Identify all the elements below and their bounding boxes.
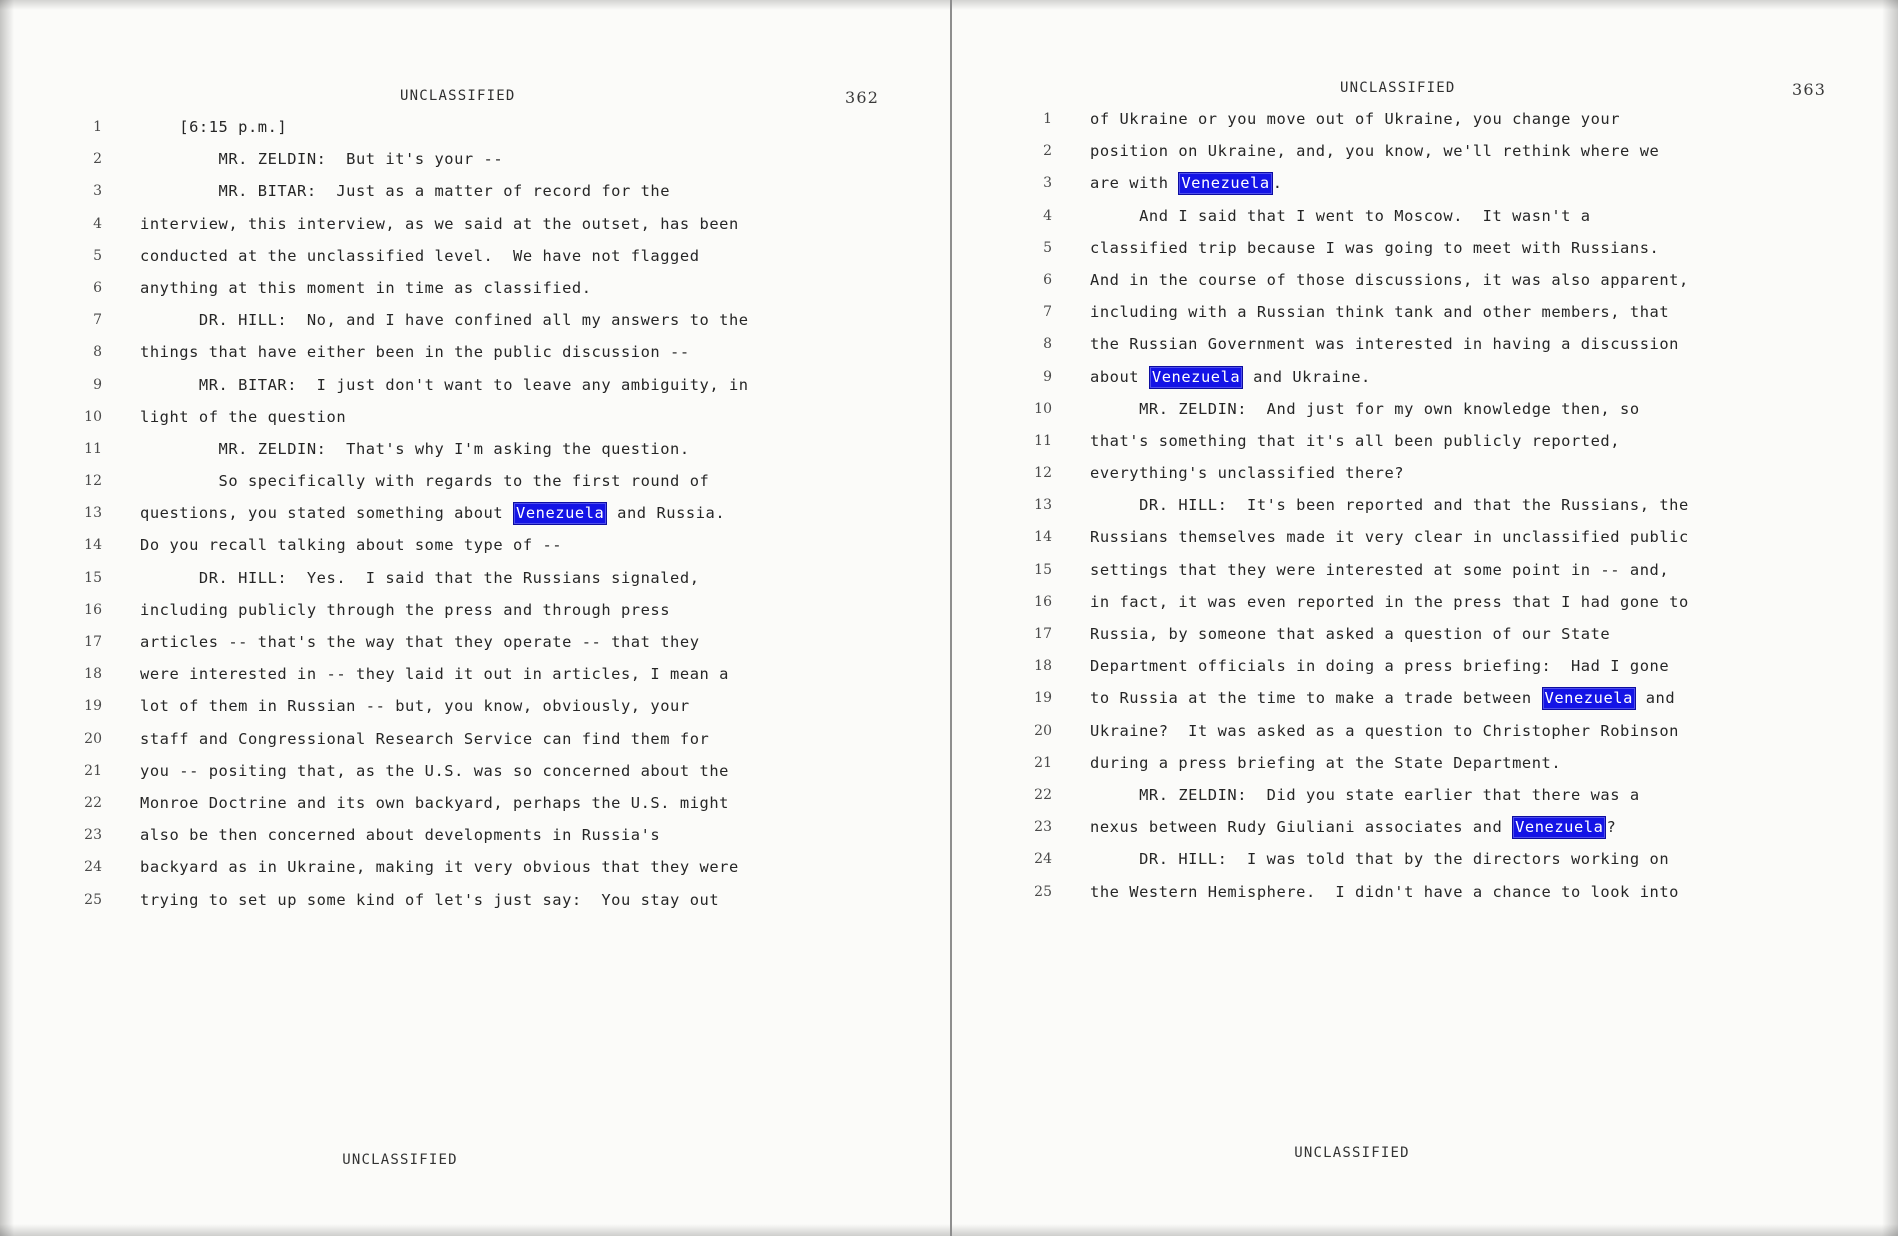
transcript-body-right xyxy=(1034,108,1898,913)
transcript-line-text xyxy=(140,856,739,876)
transcript-line xyxy=(1034,462,1898,494)
text-run: you -- positing that, as the U.S. was so concerned about the xyxy=(140,761,729,780)
line-number: 8 xyxy=(93,344,102,361)
text-run: DR. HILL: Yes. I said that the Russians signaled, xyxy=(140,568,700,587)
search-highlight[interactable]: Venezuela xyxy=(1512,816,1606,839)
transcript-line xyxy=(84,856,950,888)
text-run: and Russia. xyxy=(607,504,726,523)
search-highlight[interactable]: Venezuela xyxy=(1542,687,1636,710)
transcript-line xyxy=(84,663,950,695)
line-number: 20 xyxy=(1034,722,1052,739)
transcript-line xyxy=(1034,720,1898,752)
text-run: lot of them in Russian -- but, you know, obviously, your xyxy=(140,697,690,716)
classification-footer: UNCLASSIFIED xyxy=(1294,1145,1410,1161)
text-run: that's something that it's all been publicly reported, xyxy=(1090,431,1621,450)
transcript-line-text xyxy=(1090,752,1561,772)
search-highlight[interactable]: Venezuela xyxy=(513,502,607,525)
transcript-line xyxy=(1043,172,1898,204)
transcript-line-text xyxy=(1090,269,1689,289)
line-number: 11 xyxy=(1034,432,1052,449)
transcript-line-text xyxy=(140,889,719,909)
transcript-line xyxy=(84,406,950,438)
transcript-line-text xyxy=(1090,559,1669,579)
transcript-line xyxy=(93,245,950,277)
line-number: 16 xyxy=(1034,593,1052,610)
line-number: 13 xyxy=(84,505,102,522)
page-edge-shadow xyxy=(0,0,14,1236)
line-number: 24 xyxy=(1034,851,1052,868)
line-number: 10 xyxy=(1034,400,1052,417)
text-run: position on Ukraine, and, you know, we'll rethink where we xyxy=(1090,142,1660,161)
transcript-line xyxy=(93,309,950,341)
page-edge-top xyxy=(0,0,950,10)
line-number: 9 xyxy=(1043,368,1052,385)
line-number: 17 xyxy=(84,634,102,650)
text-run: backyard as in Ukraine, making it very obvious that they were xyxy=(140,858,739,877)
text-run: Monroe Doctrine and its own backyard, perhaps the U.S. might xyxy=(140,793,729,812)
line-number: 21 xyxy=(1034,754,1052,771)
transcript-line xyxy=(1034,784,1898,816)
line-number: 14 xyxy=(84,537,102,554)
text-run: things that have either been in the public discussion -- xyxy=(140,343,690,362)
transcript-line xyxy=(84,534,950,566)
text-run: MR. ZELDIN: And just for my own knowledge then, so xyxy=(1090,399,1640,418)
line-number: 3 xyxy=(93,183,102,200)
transcript-line xyxy=(84,792,950,824)
line-number: 2 xyxy=(1043,143,1052,160)
transcript-line-text xyxy=(1090,526,1689,546)
page-number: 363 xyxy=(1792,80,1827,99)
line-number: 13 xyxy=(1034,497,1052,514)
transcript-line-text xyxy=(140,599,670,619)
transcript-line xyxy=(1034,494,1898,526)
page-edge-bottom xyxy=(0,1224,950,1236)
text-run: are with xyxy=(1090,174,1179,193)
transcript-line xyxy=(93,341,950,373)
page-header-left xyxy=(0,88,950,108)
transcript-line xyxy=(1034,881,1898,913)
text-run: And in the course of those discussions, it was also apparent, xyxy=(1090,270,1689,289)
line-number: 18 xyxy=(84,666,102,683)
text-run: And I said that I went to Moscow. It wasn't a xyxy=(1090,206,1591,225)
transcript-line-text xyxy=(140,470,709,490)
line-number: 15 xyxy=(84,569,102,586)
line-number: 18 xyxy=(1034,658,1052,675)
transcript-line-text xyxy=(140,309,749,329)
transcript-line-text xyxy=(1090,301,1669,321)
transcript-line xyxy=(1043,108,1898,140)
transcript-line xyxy=(1043,366,1898,398)
page-edge-top xyxy=(952,0,1898,10)
line-number: 6 xyxy=(1043,271,1052,288)
transcript-line-text xyxy=(140,438,690,458)
text-run: everything's unclassified there? xyxy=(1090,464,1405,483)
transcript-line xyxy=(84,824,950,856)
line-number: 11 xyxy=(84,440,102,457)
text-run: interview, this interview, as we said at the outset, has been xyxy=(140,214,739,233)
line-number: 22 xyxy=(84,794,102,811)
text-run: classified trip because I was going to meet with Russians. xyxy=(1090,238,1660,257)
text-run: DR. HILL: It's been reported and that the Russians, the xyxy=(1090,496,1689,515)
transcript-line-text xyxy=(1090,205,1591,225)
transcript-line-text xyxy=(140,631,700,651)
transcript-line-text xyxy=(140,341,690,361)
line-number: 24 xyxy=(84,859,102,876)
line-number: 12 xyxy=(84,473,102,490)
transcript-line xyxy=(84,695,950,727)
transcript-line xyxy=(1034,591,1898,623)
transcript-line-text xyxy=(140,567,700,587)
text-run: about xyxy=(1090,367,1149,386)
line-number: 5 xyxy=(93,247,102,264)
transcript-line-text xyxy=(140,502,725,522)
search-highlight[interactable]: Venezuela xyxy=(1178,172,1272,195)
text-run: were interested in -- they laid it out in articles, I mean a xyxy=(140,665,729,684)
transcript-line-text xyxy=(1090,398,1640,418)
line-number: 17 xyxy=(1034,626,1052,642)
text-run: MR. ZELDIN: But it's your -- xyxy=(140,150,504,169)
text-run: and Ukraine. xyxy=(1243,367,1371,386)
line-number: 8 xyxy=(1043,336,1052,353)
transcript-line xyxy=(93,116,950,148)
line-number: 15 xyxy=(1034,561,1052,578)
transcript-line-text xyxy=(1090,140,1659,160)
transcript-line-text xyxy=(140,374,749,394)
line-number: 19 xyxy=(84,698,102,715)
text-run: Russians themselves made it very clear in unclassified public xyxy=(1090,528,1689,547)
classification-header: UNCLASSIFIED xyxy=(1340,80,1456,96)
transcript-line-text xyxy=(140,663,729,683)
transcript-line-text xyxy=(140,148,503,168)
line-number: 5 xyxy=(1043,239,1052,256)
line-number: 7 xyxy=(1043,304,1052,321)
text-run: the Russian Government was interested in having a discussion xyxy=(1090,335,1679,354)
transcript-line xyxy=(93,213,950,245)
transcript-line xyxy=(84,438,950,470)
line-number: 16 xyxy=(84,601,102,618)
text-run: DR. HILL: I was told that by the directors working on xyxy=(1090,850,1670,869)
transcript-line-text xyxy=(1090,108,1620,128)
transcript-line-text xyxy=(1090,687,1675,707)
transcript-line xyxy=(1034,398,1898,430)
transcript-line xyxy=(84,567,950,599)
text-run: trying to set up some kind of let's just say: You stay out xyxy=(140,890,720,909)
line-number: 9 xyxy=(93,376,102,393)
transcript-line xyxy=(84,631,950,663)
transcript-line xyxy=(1043,269,1898,301)
transcript-line xyxy=(1034,430,1898,462)
line-number: 14 xyxy=(1034,529,1052,546)
transcript-line xyxy=(1043,140,1898,172)
transcript-line-text xyxy=(1090,816,1616,836)
text-run: anything at this moment in time as classified. xyxy=(140,278,592,297)
text-run: of Ukraine or you move out of Ukraine, you change your xyxy=(1090,110,1621,128)
text-run: So specifically with regards to the first round of xyxy=(140,472,710,491)
text-run: to Russia at the time to make a trade between xyxy=(1090,689,1542,708)
line-number: 6 xyxy=(93,279,102,296)
transcript-line xyxy=(1043,301,1898,333)
text-run: the Western Hemisphere. I didn't have a chance to look into xyxy=(1090,882,1679,901)
transcript-line xyxy=(84,502,950,534)
classification-footer: UNCLASSIFIED xyxy=(342,1152,458,1168)
text-run: ? xyxy=(1606,818,1617,837)
text-run: Ukraine? It was asked as a question to Christopher Robinson xyxy=(1090,721,1679,740)
transcript-line xyxy=(93,180,950,212)
text-run: also be then concerned about developments in Russia's xyxy=(140,826,661,845)
transcript-line-text xyxy=(1090,848,1669,868)
transcript-line-text xyxy=(140,245,700,265)
transcript-line-text xyxy=(140,760,729,780)
transcript-line-text xyxy=(1090,591,1689,611)
search-highlight[interactable]: Venezuela xyxy=(1149,366,1243,389)
text-run: MR. ZELDIN: That's why I'm asking the question. xyxy=(140,439,690,458)
text-run: Do you recall talking about some type of -- xyxy=(140,536,563,555)
transcript-line-text xyxy=(140,180,670,200)
text-run: including publicly through the press and through press xyxy=(140,600,671,619)
line-number: 22 xyxy=(1034,786,1052,803)
transcript-line-text xyxy=(1090,784,1640,804)
transcript-line-text xyxy=(1090,366,1371,386)
text-run: staff and Congressional Research Service can find them for xyxy=(140,729,710,748)
line-number: 7 xyxy=(93,312,102,329)
line-number: 23 xyxy=(84,827,102,844)
transcript-line-text xyxy=(140,406,346,426)
transcript-line xyxy=(1043,333,1898,365)
transcript-line-text xyxy=(1090,623,1610,643)
transcript-line xyxy=(1034,848,1898,880)
line-number: 4 xyxy=(1043,207,1052,224)
line-number: 2 xyxy=(93,151,102,168)
transcript-page-right xyxy=(952,0,1898,1236)
page-edge-bottom xyxy=(952,1224,1898,1236)
transcript-line-text xyxy=(1090,655,1669,675)
transcript-line xyxy=(1034,816,1898,848)
line-number: 21 xyxy=(84,762,102,779)
transcript-line-text xyxy=(140,792,729,812)
text-run: MR. BITAR: I just don't want to leave any ambiguity, in xyxy=(140,375,749,394)
text-run: questions, you stated something about xyxy=(140,504,514,523)
transcript-line xyxy=(84,470,950,502)
transcript-line xyxy=(1034,559,1898,591)
line-number: 1 xyxy=(1043,111,1052,127)
transcript-line-text xyxy=(140,116,287,136)
transcript-line xyxy=(84,889,950,921)
text-run: in fact, it was even reported in the press that I had gone to xyxy=(1090,592,1689,611)
line-number: 25 xyxy=(1034,883,1052,900)
classification-header: UNCLASSIFIED xyxy=(400,88,516,104)
transcript-line xyxy=(1034,687,1898,719)
text-run: and xyxy=(1635,689,1676,708)
text-run: including with a Russian think tank and other members, that xyxy=(1090,303,1670,322)
transcript-line xyxy=(1034,623,1898,655)
transcript-line-text xyxy=(140,728,709,748)
text-run: [6:15 p.m.] xyxy=(140,118,288,136)
transcript-line xyxy=(84,728,950,760)
transcript-line xyxy=(1034,752,1898,784)
transcript-line-text xyxy=(1090,462,1404,482)
line-number: 25 xyxy=(84,891,102,908)
transcript-line-text xyxy=(1090,333,1679,353)
transcript-body-left xyxy=(84,116,950,921)
transcript-line xyxy=(93,277,950,309)
transcript-line-text xyxy=(1090,494,1689,514)
transcript-line-text xyxy=(1090,237,1659,257)
line-number: 4 xyxy=(93,215,102,232)
transcript-line xyxy=(1034,526,1898,558)
transcript-line-text xyxy=(140,277,592,297)
transcript-line-text xyxy=(140,213,739,233)
transcript-line xyxy=(1043,205,1898,237)
transcript-line xyxy=(1034,655,1898,687)
text-run: settings that they were interested at some point in -- and, xyxy=(1090,560,1670,579)
transcript-line-text xyxy=(1090,720,1679,740)
page-header-right xyxy=(952,80,1898,100)
text-run: conducted at the unclassified level. We have not flagged xyxy=(140,246,700,265)
text-run: MR. BITAR: Just as a matter of record for the xyxy=(140,182,671,201)
text-run: nexus between Rudy Giuliani associates and xyxy=(1090,818,1513,837)
line-number: 23 xyxy=(1034,819,1052,836)
line-number: 12 xyxy=(1034,465,1052,482)
line-number: 20 xyxy=(84,730,102,747)
transcript-line xyxy=(84,760,950,792)
line-number: 3 xyxy=(1043,175,1052,192)
text-run: . xyxy=(1272,174,1283,193)
transcript-line-text xyxy=(140,695,690,715)
line-number: 19 xyxy=(1034,690,1052,707)
text-run: light of the question xyxy=(140,407,347,426)
transcript-line xyxy=(93,148,950,180)
line-number: 10 xyxy=(84,408,102,425)
transcript-line-text xyxy=(1090,430,1620,450)
transcript-line xyxy=(1043,237,1898,269)
transcript-line-text xyxy=(140,534,562,554)
line-number: 1 xyxy=(93,119,102,135)
text-run: Russia, by someone that asked a question of our State xyxy=(1090,625,1611,643)
transcript-line xyxy=(93,374,950,406)
transcript-line-text xyxy=(1090,881,1679,901)
transcript-line-text xyxy=(140,824,660,844)
page-number: 362 xyxy=(845,88,880,107)
transcript-line-text xyxy=(1090,172,1283,192)
text-run: during a press briefing at the State Department. xyxy=(1090,753,1562,772)
text-run: DR. HILL: No, and I have confined all my answers to the xyxy=(140,311,749,330)
text-run: articles -- that's the way that they operate -- that they xyxy=(140,633,700,651)
text-run: Department officials in doing a press briefing: Had I gone xyxy=(1090,657,1670,676)
text-run: MR. ZELDIN: Did you state earlier that there was a xyxy=(1090,785,1640,804)
transcript-line xyxy=(84,599,950,631)
